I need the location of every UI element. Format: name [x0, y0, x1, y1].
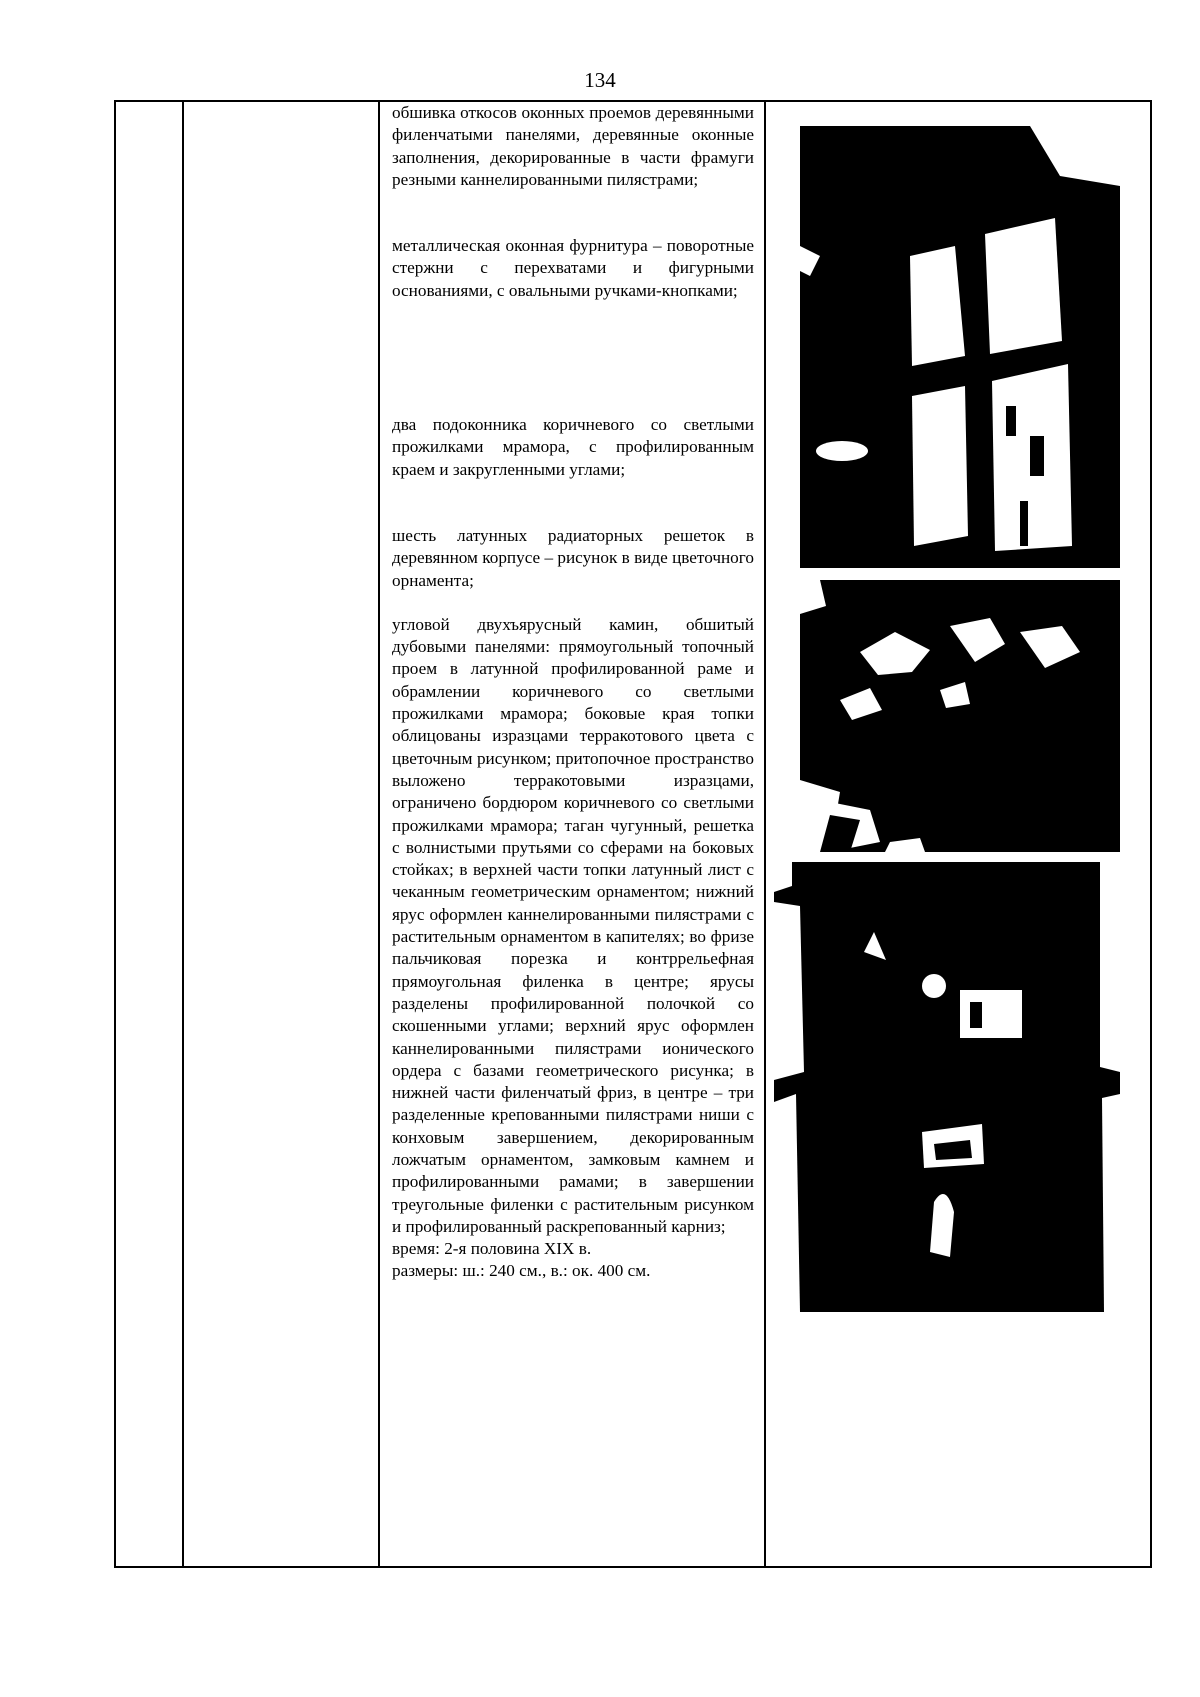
- index-cell: [115, 101, 183, 1567]
- paragraph-dimensions: размеры: ш.: 240 см., в.: ок. 400 см.: [392, 1261, 651, 1281]
- window-photo: [800, 106, 1120, 568]
- paragraph-window-slopes: обшивка откосов оконных проемов деревянными филенчатыми панелями, деревянные оконные заполнения, декорированные в части фрамуги резными каннелированными пилястрами;: [392, 103, 754, 189]
- table-row: [115, 101, 1151, 1567]
- name-cell: [183, 101, 379, 1567]
- fireplace-photo: [774, 862, 1120, 1312]
- description-cell: [379, 101, 765, 1567]
- photo-cell: [765, 101, 1151, 1567]
- paragraph-window-hardware: металлическая оконная фурнитура – поворотные стержни с перехватами и фигурными основаниями, с овальными ручками-кнопками;: [392, 236, 754, 300]
- paragraph-date: время: 2-я половина XIX в.: [392, 1239, 592, 1259]
- paragraph-fireplace: угловой двухъярусный камин, обшитый дубовыми панелями: прямоугольный топочный проем в латунной профилированной раме и обрамлении коричневого со светлыми прожилками мрамора; боковые края топки облицованы изразцами терракотового цвета с цветочным рисунком; притопочное пространство выложено терракотовыми изразцами, ограничено бордюром коричневого со светлыми прожилками мрамора; таган чугунный, решетка с волнистыми прутьями со сферами на боковых стойках; в верхней части топки латунный лист с чеканным геометрическим орнаментом; нижний ярус оформлен каннелированными пилястрами с растительным орнаментом в капителях; во фризе пальчиковая порезка и контррельефная прямоугольная филенка в центре; ярусы разделены профилированной полочкой со скошенными углами; верхний ярус оформлен каннелированными пилястрами ионического ордера с базами геометрического рисунка; в нижней части филенчатый фриз, в центре – три разделенные крепованными пилястрами ниши с конховым завершением, декорированным ложчатым орнаментом, замковым камнем и профилированными рамами; в завершении треугольные филенки с растительным рисунком и профилированный раскрепованный карниз;: [392, 614, 754, 1236]
- page-number: 134: [584, 68, 616, 92]
- radiator-grille-photo: [800, 580, 1120, 852]
- object-table: [114, 100, 1152, 1568]
- paragraph-radiator-grilles: шесть латунных радиаторных решеток в деревянном корпусе – рисунок в виде цветочного орнамента;: [392, 525, 754, 590]
- paragraph-windowsills: два подоконника коричневого со светлыми прожилками мрамора, с профилированным краем и закругленными углами;: [392, 415, 754, 479]
